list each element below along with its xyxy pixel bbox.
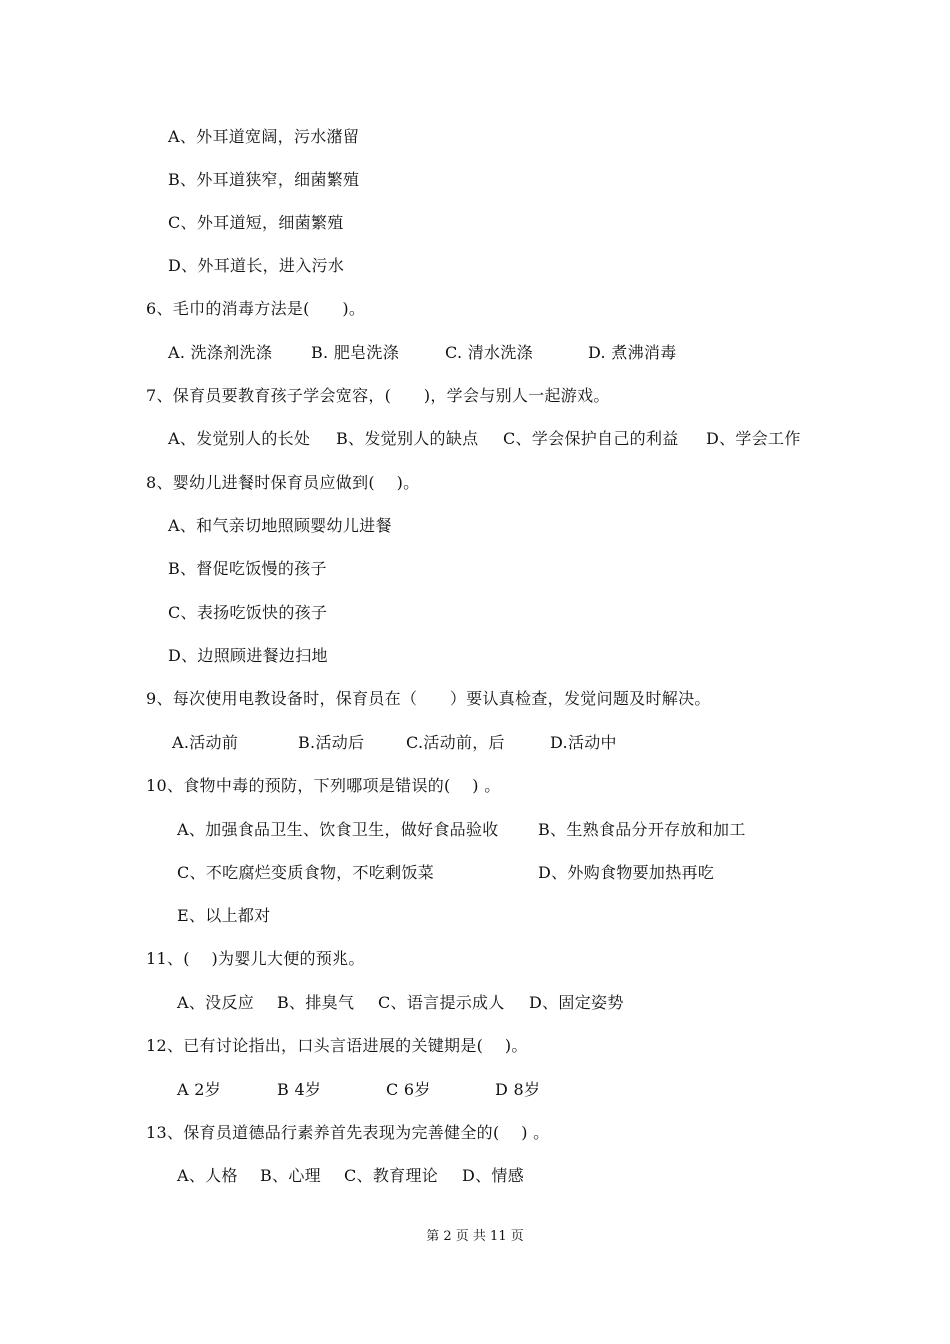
q9-option-a: A.活动前 — [172, 733, 239, 752]
q13-option-b: B、心理 — [260, 1166, 321, 1185]
q7-option-d: D、学会工作 — [706, 429, 801, 448]
q11-option-a: A、没反应 — [177, 993, 255, 1012]
q6-question: 6、毛巾的消毒方法是( )。 — [146, 299, 366, 318]
q7-option-b: B、发觉别人的缺点 — [336, 429, 479, 448]
q11-option-d: D、固定姿势 — [529, 993, 624, 1012]
q12-option-d: D 8岁 — [495, 1080, 541, 1099]
q12-option-a: A 2岁 — [177, 1080, 222, 1099]
q8-option-c: C、表扬吃饭快的孩子 — [168, 603, 328, 622]
q6-option-b: B. 肥皂洗涤 — [311, 343, 400, 362]
q6-option-c: C. 清水洗涤 — [445, 343, 533, 362]
page-number-footer: 第 2 页 共 11 页 — [426, 1229, 524, 1244]
q10-option-a: A、加强食品卫生、饮食卫生，做好食品验收 — [177, 820, 499, 839]
q10-option-d: D、外购食物要加热再吃 — [538, 863, 715, 882]
q11-question: 11、( )为婴儿大便的预兆。 — [146, 949, 365, 968]
q5-option-d: D、外耳道长，进入污水 — [168, 256, 345, 275]
q6-option-d: D. 煮沸消毒 — [588, 343, 677, 362]
q9-option-b: B.活动后 — [298, 733, 365, 752]
q13-option-d: D、情感 — [462, 1166, 525, 1185]
q9-option-c: C.活动前，后 — [406, 733, 505, 752]
q8-option-b: B、督促吃饭慢的孩子 — [168, 559, 327, 578]
q5-option-c: C、外耳道短，细菌繁殖 — [168, 213, 344, 232]
q5-option-a: A、外耳道宽阔，污水潴留 — [168, 127, 360, 146]
q10-option-b: B、生熟食品分开存放和加工 — [538, 820, 746, 839]
q13-question: 13、保育员道德品行素养首先表现为完善健全的( ) 。 — [146, 1123, 550, 1142]
q7-option-c: C、学会保护自己的利益 — [503, 429, 679, 448]
q8-option-a: A、和气亲切地照顾婴幼儿进餐 — [168, 516, 392, 535]
q13-option-a: A、人格 — [177, 1166, 238, 1185]
q12-option-c: C 6岁 — [386, 1080, 431, 1099]
q9-option-d: D.活动中 — [550, 733, 617, 752]
q11-option-c: C、语言提示成人 — [378, 993, 505, 1012]
q8-question: 8、婴幼儿进餐时保育员应做到( )。 — [146, 473, 420, 492]
q6-option-a: A. 洗涤剂洗涤 — [168, 343, 273, 362]
q10-option-e: E、以上都对 — [177, 906, 271, 925]
q7-option-a: A、发觉别人的长处 — [168, 429, 311, 448]
q12-question: 12、已有讨论指出，口头言语进展的关键期是( )。 — [146, 1036, 528, 1055]
q10-option-c: C、不吃腐烂变质食物，不吃剩饭菜 — [177, 863, 435, 882]
q13-option-c: C、教育理论 — [344, 1166, 439, 1185]
q11-option-b: B、排臭气 — [277, 993, 355, 1012]
q5-option-b: B、外耳道狭窄，细菌繁殖 — [168, 170, 360, 189]
q12-option-b: B 4岁 — [277, 1080, 322, 1099]
q7-question: 7、保育员要教育孩子学会宽容，( )，学会与别人一起游戏。 — [146, 386, 610, 405]
q9-question: 9、每次使用电教设备时，保育员在（ ）要认真检查，发觉问题及时解决。 — [146, 689, 711, 708]
q10-question: 10、食物中毒的预防，下列哪项是错误的( ) 。 — [146, 776, 501, 795]
q8-option-d: D、边照顾进餐边扫地 — [168, 646, 328, 665]
